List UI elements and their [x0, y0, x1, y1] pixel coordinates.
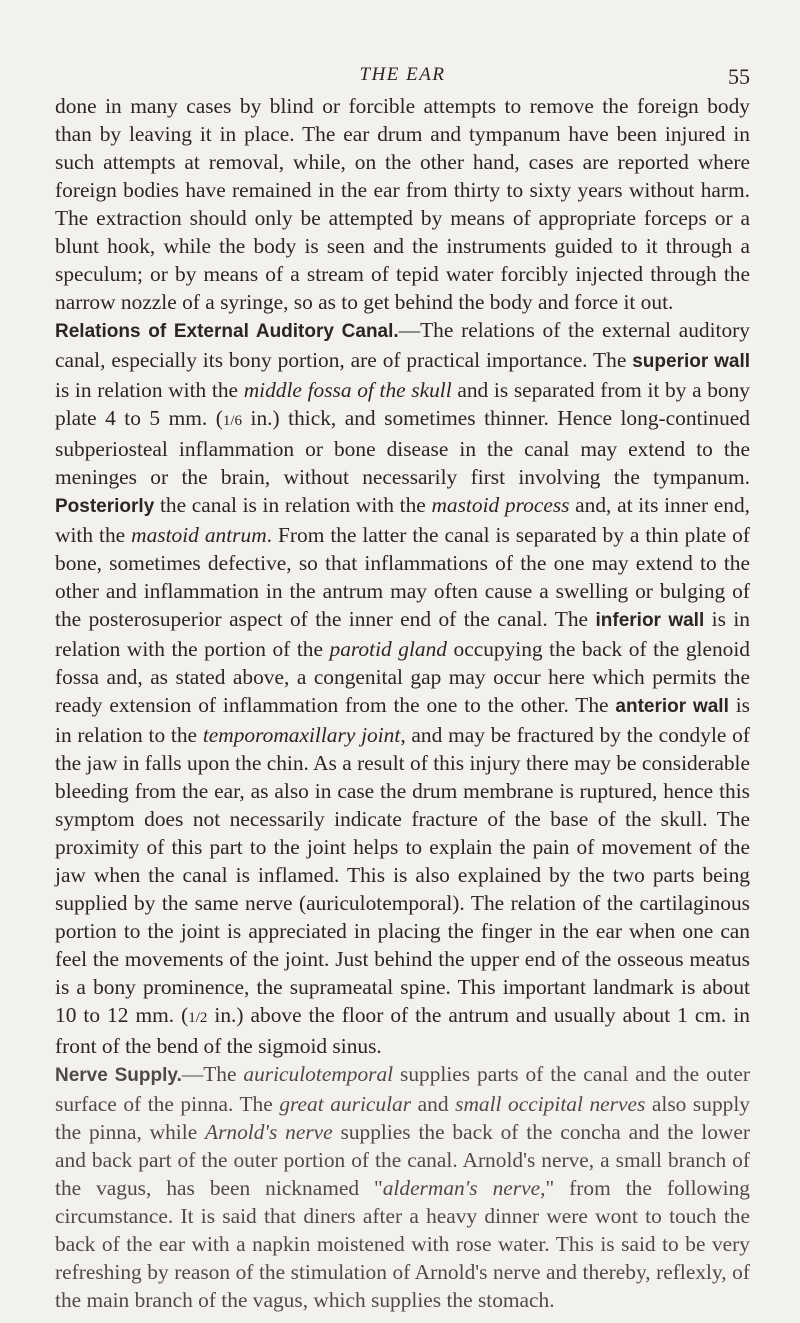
term-superior-wall: superior wall [632, 351, 750, 372]
text-run: and [411, 1092, 456, 1116]
paragraph-foreign-body: done in many cases by blind or forcible attempts to remove the foreign body than by leaving it in place. The ear drum and tympanum have been injured in such attempts at removal, while, on the other hand, cases are reported where foreign bodies have remained in the ear from thirty to sixty years without harm. The extraction should only be attempted by means of appropriate forceps or a blunt hook, while the body is seen and the instruments guided to it through a speculum; or by means of a stream of tepid water forcibly injected through the narrow nozzle of a syringe, so as to get behind the body and force it out. [55, 94, 750, 314]
fraction-half: 1/2 [188, 1010, 208, 1026]
term-posteriorly: Posteriorly [55, 496, 155, 517]
italic-temporomaxillary-joint: temporomaxillary joint [202, 723, 401, 747]
italic-aldermans-nerve: alderman's nerve, [382, 1176, 546, 1200]
italic-middle-fossa: middle fossa of the skull [243, 378, 452, 402]
body-text [55, 92, 750, 1314]
text-run: , and may be fractured by the condyle of the jaw in falls upon the chin. As a result of this injury there may be considerable bleeding from the ear, as also in case the drum membrane is ruptured, hence this symptom does not necessarily indicate fracture of the base of the skull. The proximity of this part to the joint helps to explain the pain of movement of the jaw when the canal is inflamed. This is also explained by the two parts being supplied by the same nerve (auriculotemporal). The relation of the cartilaginous portion to the joint is appreciated in placing the finger in the ear when one can feel the movements of the joint. Just behind the upper end of the osseous meatus is a bony prominence, the suprameatal spine. This important landmark is about 10 to 12 mm. ( [55, 723, 750, 1027]
section-heading-nerve-supply: Nerve Supply. [55, 1065, 182, 1086]
text-run: supplies parts of the canal and the outer surface of the pinna. The [55, 1062, 750, 1116]
page-number: 55 [728, 64, 750, 89]
italic-mastoid-antrum: mastoid antrum [131, 523, 267, 547]
text-run: —The [181, 1062, 244, 1086]
text-run: is in relation to the [55, 693, 751, 747]
italic-mastoid-process: mastoid process [431, 493, 570, 517]
text-run: the canal is in relation with the [154, 493, 432, 517]
section-heading-relations: Relations of External Auditory Canal. [55, 321, 399, 342]
text-run: supplies the back of the concha and the lower and back part of the outer portion of the canal. Arnold's nerve, a small branch of the vagus, has been nicknamed " [55, 1120, 750, 1200]
italic-parotid-gland: parotid gland [329, 637, 447, 661]
italic-auriculotemporal: auriculotemporal [243, 1062, 394, 1086]
text-run: is in relation with the portion of the [55, 607, 751, 661]
text-run: and, at its inner end, with the [55, 493, 750, 547]
paragraph-relations [55, 316, 750, 1060]
text-run: occupying the back of the glenoid fossa and, as stated above, a congenital gap may occur here which permits the ready extension of inflammation from the one to the other. The [55, 637, 750, 717]
fraction-sixth: 1/6 [222, 413, 243, 429]
term-anterior-wall: anterior wall [615, 696, 729, 717]
page-header [55, 0, 750, 92]
text-run: also supply the pinna, while [55, 1092, 750, 1144]
text-run: in.) above the floor of the antrum and usually about 1 cm. in front of the bend of the sigmoid sinus. [55, 1003, 750, 1058]
text-run: " from the following circumstance. It is said that diners after a heavy dinner were wont to touch the back of the ear with a napkin moistened with rose water. This is said to be very refreshing by reason of the stimulation of Arnold's nerve and thereby, reflexly, of the main branch of the vagus, which supplies the stomach. [55, 1176, 751, 1312]
italic-arnolds-nerve: Arnold's nerve [205, 1120, 333, 1144]
paragraph-nerve-supply [55, 1060, 750, 1314]
italic-great-auricular: great auricular [279, 1092, 412, 1116]
text-run: . From the latter the canal is separated by a thin plate of bone, sometimes defective, so that inflammations of the one may extend to the other and inflammation in the antrum may often cause a swelling or bulging of the posterosuperior aspect of the inner end of the canal. The [55, 523, 750, 631]
term-inferior-wall: inferior wall [595, 610, 705, 631]
text-run: and is separated from it by a bony plate 4 to 5 mm. ( [55, 378, 751, 430]
running-head: THE EAR [359, 64, 446, 85]
italic-small-occipital: small occipital nerves [455, 1092, 646, 1116]
text-run: is in relation with the [55, 378, 244, 402]
text-run: —The relations of the external auditory canal, especially its bony portion, are of practical importance. The [55, 318, 750, 372]
text-run: in.) thick, and sometimes thinner. Hence long-continued subperiosteal inflammation or bone disease in the canal may extend to the meninges or the brain, without necessarily first involving the tympanum. [55, 406, 750, 489]
